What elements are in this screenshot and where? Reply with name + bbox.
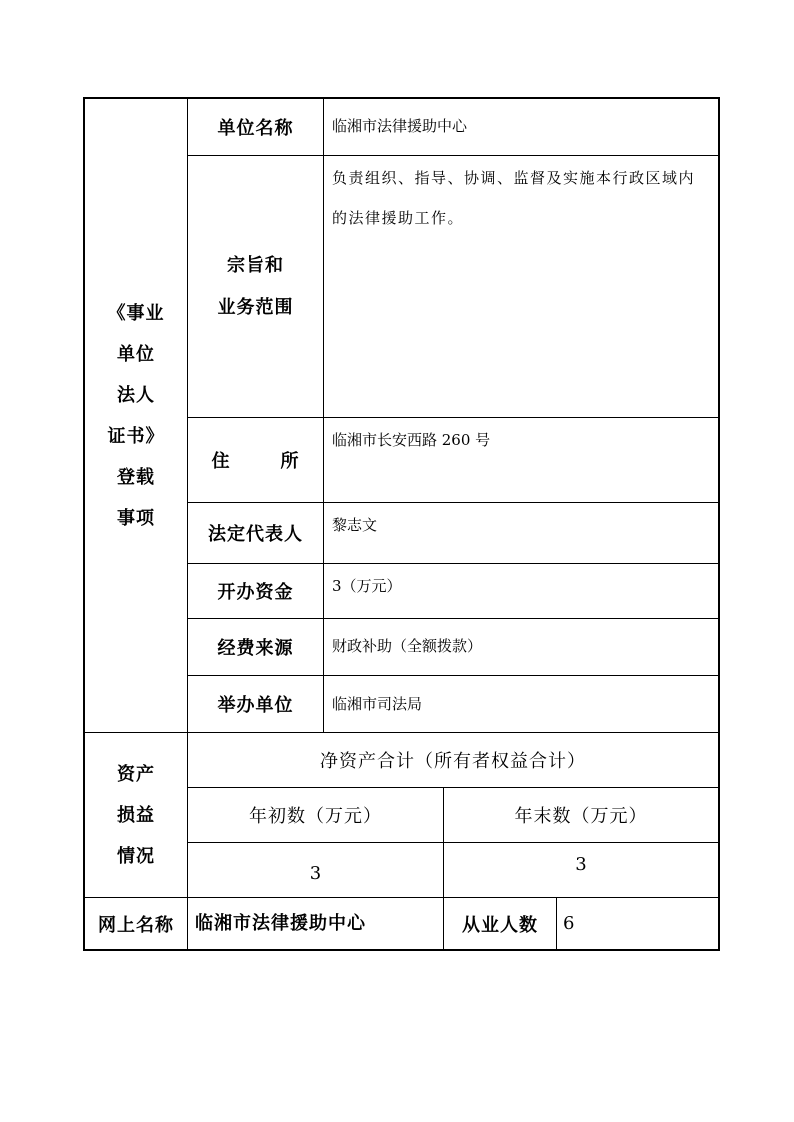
capital-value: 3（万元） <box>332 577 402 595</box>
purpose-value: 负责组织、指导、协调、监督及实施本行政区域内的法律援助工作。 <box>332 169 696 227</box>
purpose-label-line: 宗旨和 <box>227 254 284 276</box>
funding-value: 财政补助（全额拨款） <box>332 637 483 655</box>
address-label <box>188 418 323 502</box>
section-label-line: 法人 <box>117 384 155 406</box>
funding-label: 经费来源 <box>217 638 294 659</box>
section-label-line: 情况 <box>117 845 155 867</box>
online-name-value: 临湘市法律援助中心 <box>195 913 366 934</box>
unit-name-value: 临湘市法律援助中心 <box>332 117 468 135</box>
sponsor-value: 临湘市司法局 <box>332 695 423 713</box>
section-label-line: 《事业 <box>107 302 165 324</box>
staff-count-value: 6 <box>563 913 575 934</box>
section-label-line: 事项 <box>117 507 155 529</box>
unit-name-label: 单位名称 <box>217 118 294 139</box>
section-label-line: 损益 <box>117 804 155 826</box>
divider <box>323 97 324 733</box>
start-of-year-value: 3 <box>309 863 322 884</box>
address-label-char: 所 <box>280 451 300 472</box>
table-border-right <box>718 97 720 951</box>
online-name-label: 网上名称 <box>98 914 174 936</box>
legal-rep-label: 法定代表人 <box>208 524 303 545</box>
address-label-char: 住 <box>211 451 231 472</box>
purpose-label <box>188 156 323 417</box>
section-label-line: 单位 <box>117 343 155 365</box>
net-assets-header: 净资产合计（所有者权益合计） <box>320 751 586 772</box>
end-of-year-value: 3 <box>575 853 587 875</box>
table-border-bottom <box>83 949 720 951</box>
legal-rep-value: 黎志文 <box>332 516 378 534</box>
start-of-year-label: 年初数（万元） <box>249 806 382 827</box>
assets-section-label <box>85 733 187 897</box>
end-of-year-label: 年末数（万元） <box>514 806 648 827</box>
registration-section-label <box>85 99 187 732</box>
section-label-line: 资产 <box>117 763 155 785</box>
staff-count-label: 从业人数 <box>462 914 538 936</box>
divider <box>556 897 557 951</box>
purpose-label-line: 业务范围 <box>217 296 294 318</box>
section-label-line: 登载 <box>117 466 155 488</box>
section-label-line: 证书》 <box>107 425 165 447</box>
sponsor-label: 举办单位 <box>217 695 294 716</box>
address-value: 临湘市长安西路 260 号 <box>332 431 491 449</box>
capital-label: 开办资金 <box>217 582 294 603</box>
